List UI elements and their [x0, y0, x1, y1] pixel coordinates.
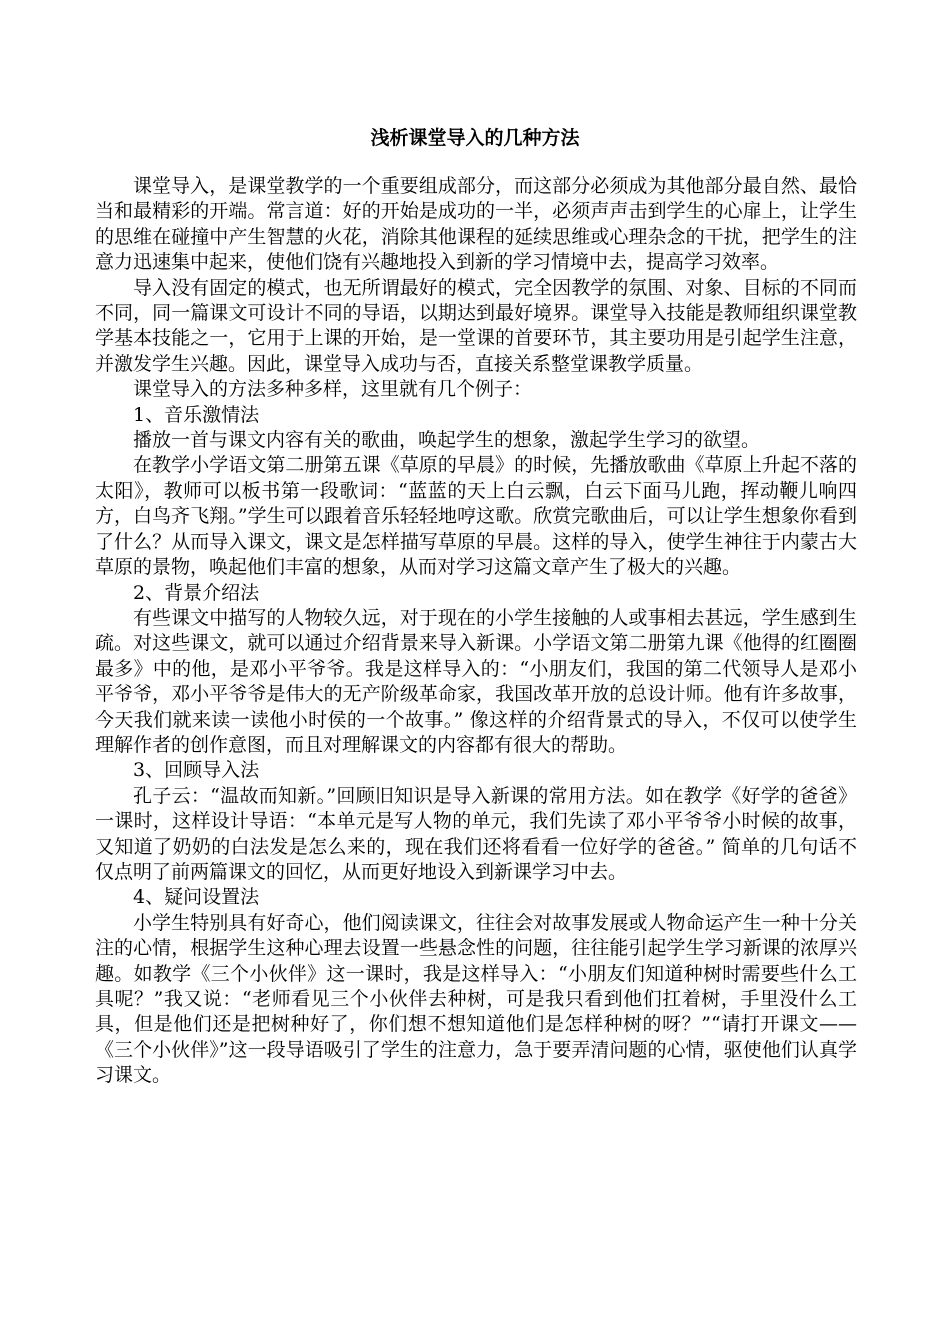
paragraph-examples-lead: 课堂导入的方法多种多样，这里就有几个例子：	[133, 378, 533, 401]
document-body	[95, 174, 857, 1089]
paragraph-no-fixed-mode: 导入没有固定的模式，也无所谓最好的模式，完全因教学的氛围、对象、目标的不同而不同，同一篇课文可设计不同的导语，以期达到最好境界。课堂导入技能是教师组织课堂教学基本技能之一，它用于上课的开始，是一堂课的首要环节，其主要功用是引起学生注意，并激发学生兴趣。因此，课堂导入成功与否，直接关系整堂课教学质量。	[95, 276, 857, 375]
paragraph-question-example: 小学生特别具有好奇心，他们阅读课文，往往会对故事发展或人物命运产生一种十分关注的心情，根据学生这种心理去设置一些悬念性的问题，往往能引起学生学习新课的浓厚兴趣。如教学《三个小伙伴》这一课时，我是这样导入：“小朋友们知道种树时需要些什么工具呢？”我又说：“老师看见三个小伙伴去种树，可是我只看到他们扛着树，手里没什么工具，但是他们还是把树种好了，你们想不想知道他们是怎样种树的呀？”“请打开课文——《三个小伙伴》”这一段导语吸引了学生的注意力，急于要弄清问题的心情，驱使他们认真学习课文。	[95, 911, 857, 1087]
paragraph-review-example: 孔子云：“温故而知新。”回顾旧知识是导入新课的常用方法。如在教学《好学的爸爸》一课时，这样设计导语：“本单元是写人物的单元，我们先读了邓小平爷爷小时候的故事，又知道了奶奶的白法发是怎么来的，现在我们还将看看一位好学的爸爸。” 简单的几句话不仅点明了前两篇课文的回忆，从而更好地设入到新课学习中去。	[95, 784, 857, 883]
paragraph-music-desc: 播放一首与课文内容有关的歌曲，唤起学生的想象，激起学生学习的欲望。	[133, 429, 761, 452]
section-heading-question: 4、疑问设置法	[133, 886, 260, 909]
section-heading-background: 2、背景介绍法	[133, 581, 260, 604]
section-heading-music: 1、音乐激情法	[133, 403, 260, 426]
paragraph-background-example: 有些课文中描写的人物较久远，对于现在的小学生接触的人或事相去甚远，学生感到生疏。对这些课文，就可以通过介绍背景来导入新课。小学语文第二册第九课《他得的红圈圈最多》中的他，是邓小平爷爷。我是这样导入的：“小朋友们，我国的第二代领导人是邓小平爷爷，邓小平爷爷是伟大的无产阶级革命家，我国改革开放的总设计师。他有许多故事，今天我们就来读一读他小时侯的一个故事。” 像这样的介绍背景式的导入，不仅可以使学生理解作者的创作意图，而且对理解课文的内容都有很大的帮助。	[95, 606, 857, 756]
paragraph-intro: 课堂导入，是课堂教学的一个重要组成部分，而这部分必须成为其他部分最自然、最恰当和最精彩的开端。常言道：好的开始是成功的一半，必须声声击到学生的心扉上，让学生的思维在碰撞中产生智慧的火花，消除其他课程的延续思维或心理杂念的干扰，把学生的注意力迅速集中起来，使他们饶有兴趣地投入到新的学习情境中去，提高学习效率。	[95, 175, 857, 274]
section-heading-review: 3、回顾导入法	[133, 759, 260, 782]
paragraph-music-example: 在教学小学语文第二册第五课《草原的早晨》的时候，先播放歌曲《草原上升起不落的太阳》，教师可以板书第一段歌词：“蓝蓝的天上白云飘，白云下面马儿跑，挥动鞭儿响四方，白鸟齐飞翔。”学生可以跟着音乐轻轻地哼这歌。欣赏完歌曲后，可以让学生想象你看到了什么？从而导入课文，课文是怎样描写草原的早晨。这样的导入，使学生神往于内蒙古大草原的景物，唤起他们丰富的想象，从而对学习这篇文章产生了极大的兴趣。	[95, 454, 857, 579]
document-title: 浅析课堂导入的几种方法	[370, 127, 580, 149]
